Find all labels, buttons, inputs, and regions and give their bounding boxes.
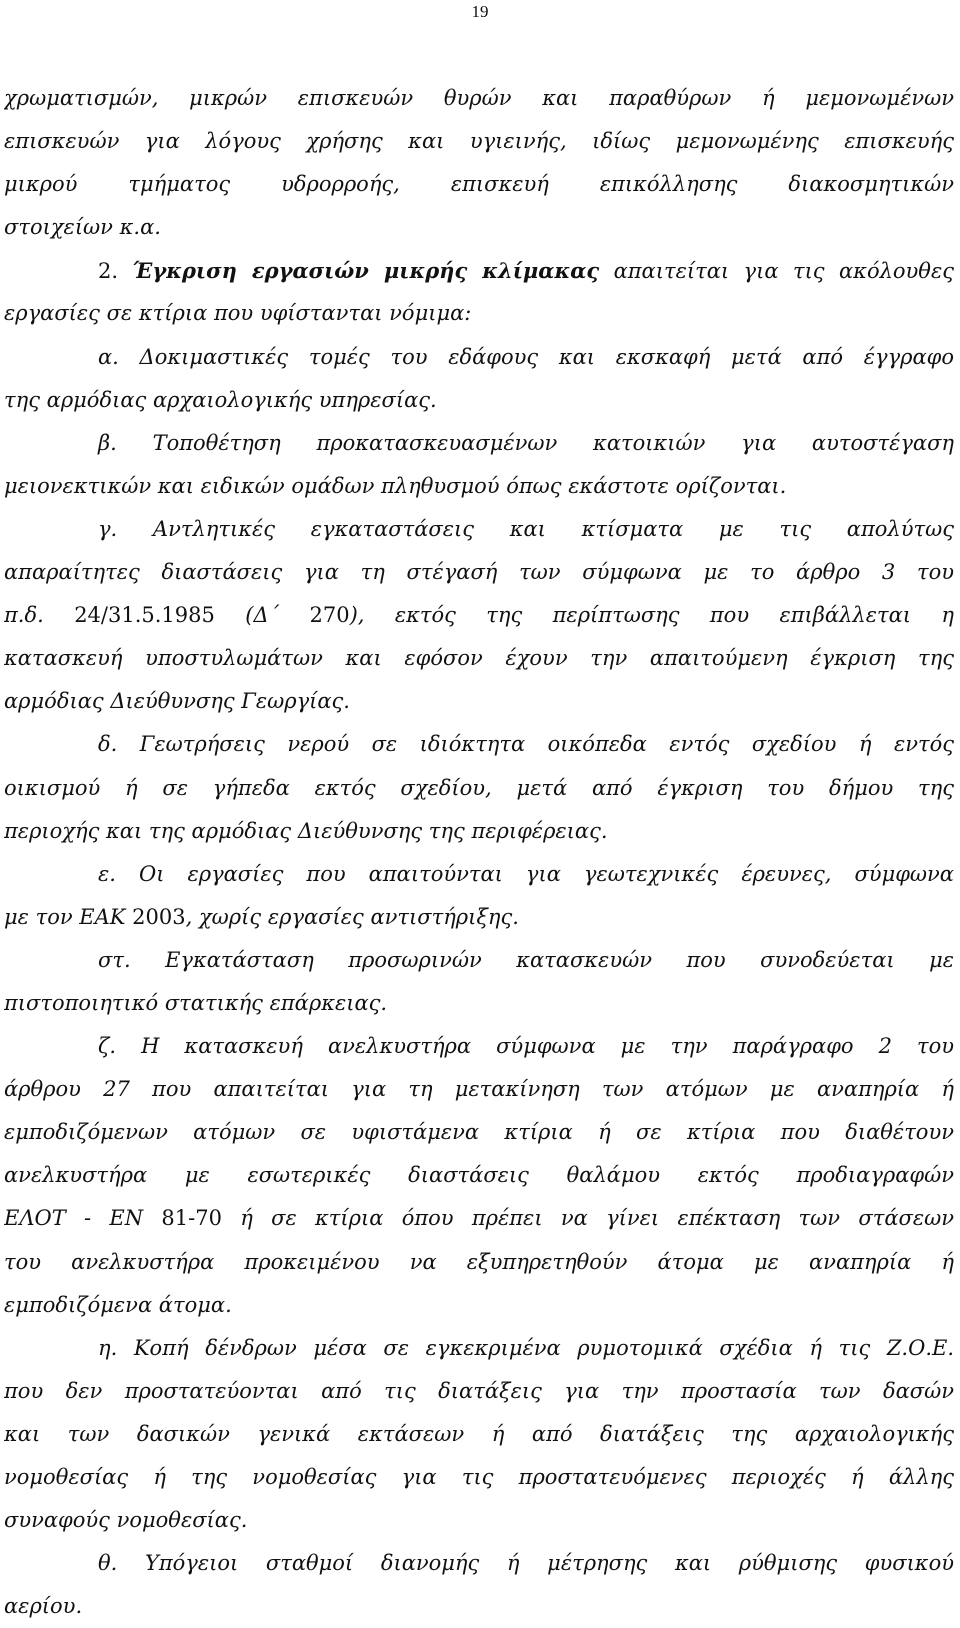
text-line — [4, 982, 954, 1025]
text-run: συναφούς νομοθεσίας. — [4, 1508, 248, 1533]
text-run: άρθρου 27 που απαιτείται για τη μετακίνηση των ατόμων με αναπηρία ή — [4, 1077, 954, 1102]
text-run: με τον ΕΑΚ — [4, 904, 133, 929]
text-run: δ. Γεωτρήσεις νερού σε ιδιόκτητα οικόπεδα εντός σχεδίου ή εντός — [98, 732, 954, 757]
text-run: 81-70 — [161, 1206, 222, 1231]
text-line — [4, 1370, 954, 1413]
text-line — [4, 1456, 954, 1499]
text-run: Έγκριση εργασιών μικρής κλίμακας — [132, 258, 600, 284]
text-run: χρωματισμών, μικρών επισκευών θυρών και παραθύρων ή μεμονωμένων — [4, 86, 954, 110]
text-line — [4, 594, 954, 637]
text-line — [4, 1327, 954, 1370]
text-run: ε. Οι εργασίες που απαιτούνται για γεωτεχνικές έρευνες, σύμφωνα — [98, 861, 954, 886]
text-run: 24/31.5.1985 — [74, 603, 215, 628]
text-line — [4, 422, 954, 465]
text-line — [4, 810, 954, 853]
text-run: η. Κοπή δένδρων μέσα σε εγκεκριμένα ρυμοτομικά σχέδια ή τις Ζ.Ο.Ε. — [98, 1335, 954, 1360]
text-run: αερίου. — [4, 1594, 83, 1619]
text-line — [4, 163, 954, 206]
text-run: της αρμόδιας αρχαιολογικής υπηρεσίας. — [4, 387, 437, 412]
text-line — [4, 723, 954, 766]
text-line — [4, 292, 954, 335]
page-number: 19 — [471, 2, 489, 21]
text-run: στοιχείων κ.α. — [4, 215, 161, 240]
text-line — [4, 465, 954, 508]
text-run: εργασίες σε κτίρια που υφίστανται νόμιμα: — [4, 301, 472, 326]
text-run: που δεν προστατεύονται από τις διατάξεις για την προστασία των δασών — [4, 1378, 954, 1403]
text-run: β. Τοποθέτηση προκατασκευασμένων κατοικιών για αυτοστέγαση — [98, 430, 954, 455]
text-run: εμποδιζόμενων ατόμων σε υφιστάμενα κτίρια ή σε κτίρια που διαθέτουν — [4, 1120, 954, 1145]
text-run: ), εκτός της περίπτωσης που επιβάλλεται η — [349, 603, 954, 628]
text-run: απαιτείται για τις ακόλουθες — [599, 259, 954, 284]
text-line — [4, 1585, 954, 1628]
text-run: 2003 — [132, 904, 186, 929]
text-line — [4, 1154, 954, 1197]
text-run: α. Δοκιμαστικές τομές του εδάφους και εκσκαφή μετά από έγγραφο — [98, 344, 954, 369]
text-run: απαραίτητες διαστάσεις για τη στέγασή των σύμφωνα με το άρθρο 3 του — [4, 560, 954, 585]
text-line — [4, 1284, 954, 1327]
text-run: αρμόδιας Διεύθυνσης Γεωργίας. — [4, 689, 350, 714]
text-run: , χωρίς εργασίες αντιστήριξης. — [185, 904, 519, 929]
text-line — [4, 1111, 954, 1154]
text-run: γ. Αντλητικές εγκαταστάσεις και κτίσματα με τις απολύτως — [98, 516, 954, 541]
text-line — [4, 508, 954, 551]
text-run: π.δ. — [4, 603, 75, 628]
text-line — [4, 551, 954, 594]
text-run: ανελκυστήρα με εσωτερικές διαστάσεις θαλάμου εκτός προδιαγραφών — [4, 1163, 954, 1188]
text-run: μικρού τμήματος υδρορροής, επισκευή επικόλλησης διακοσμητικών — [4, 172, 954, 197]
text-line — [4, 939, 954, 982]
text-line — [4, 896, 954, 939]
text-run: (Δ΄ — [214, 603, 310, 628]
text-line — [4, 1499, 954, 1542]
text-run: οικισμού ή σε γήπεδα εκτός σχεδίου, μετά από έγκριση του δήμου της — [4, 775, 954, 800]
text-run: νομοθεσίας ή της νομοθεσίας για τις προστατευόμενες περιοχές ή άλλης — [4, 1465, 954, 1489]
text-line — [4, 77, 954, 120]
text-run: ζ. Η κατασκευή ανελκυστήρα σύμφωνα με την παράγραφο 2 του — [98, 1034, 954, 1059]
text-line — [4, 1542, 954, 1585]
text-run: θ. Υπόγειοι σταθμοί διανομής ή μέτρησης και ρύθμισης φυσικού — [98, 1551, 954, 1576]
text-line — [4, 1241, 954, 1284]
text-line — [4, 206, 954, 249]
text-line — [4, 1025, 954, 1068]
text-line — [4, 767, 954, 810]
text-run: του ανελκυστήρα προκειμένου να εξυπηρετηθούν άτομα με αναπηρία ή — [4, 1249, 954, 1274]
text-run: ή σε κτίρια όπου πρέπει να γίνει επέκταση των στάσεων — [221, 1206, 954, 1231]
text-run: 270 — [309, 603, 350, 628]
text-line — [4, 1197, 954, 1240]
text-run: πιστοποιητικό στατικής επάρκειας. — [4, 990, 388, 1015]
text-run: επισκευών για λόγους χρήσης και υγιεινής, ιδίως μεμονωμένης επισκευής — [4, 129, 954, 154]
text-line — [4, 853, 954, 896]
text-run: και των δασικών γενικά εκτάσεων ή από διατάξεις της αρχαιολογικής — [4, 1421, 954, 1446]
text-run: περιοχής και της αρμόδιας Διεύθυνσης της περιφέρειας. — [4, 818, 608, 843]
text-line — [4, 379, 954, 422]
text-line — [4, 249, 954, 292]
text-line — [4, 1068, 954, 1111]
text-run: στ. Εγκατάσταση προσωρινών κατασκευών που συνοδεύεται με — [98, 947, 954, 972]
text-run: κατασκευή υποστυλωμάτων και εφόσον έχουν την απαιτούμενη έγκριση της — [4, 646, 954, 671]
text-run: 2. — [98, 259, 133, 284]
text-line — [4, 1413, 954, 1456]
document-body — [4, 77, 954, 1628]
text-line — [4, 336, 954, 379]
text-run: μειονεκτικών και ειδικών ομάδων πληθυσμού όπως εκάστοτε ορίζονται. — [4, 473, 787, 498]
text-line — [4, 120, 954, 163]
text-run: ΕΛΟΤ - ΕΝ — [4, 1206, 162, 1231]
text-line — [4, 637, 954, 680]
text-line — [4, 680, 954, 723]
text-run: εμποδιζόμενα άτομα. — [4, 1292, 232, 1317]
